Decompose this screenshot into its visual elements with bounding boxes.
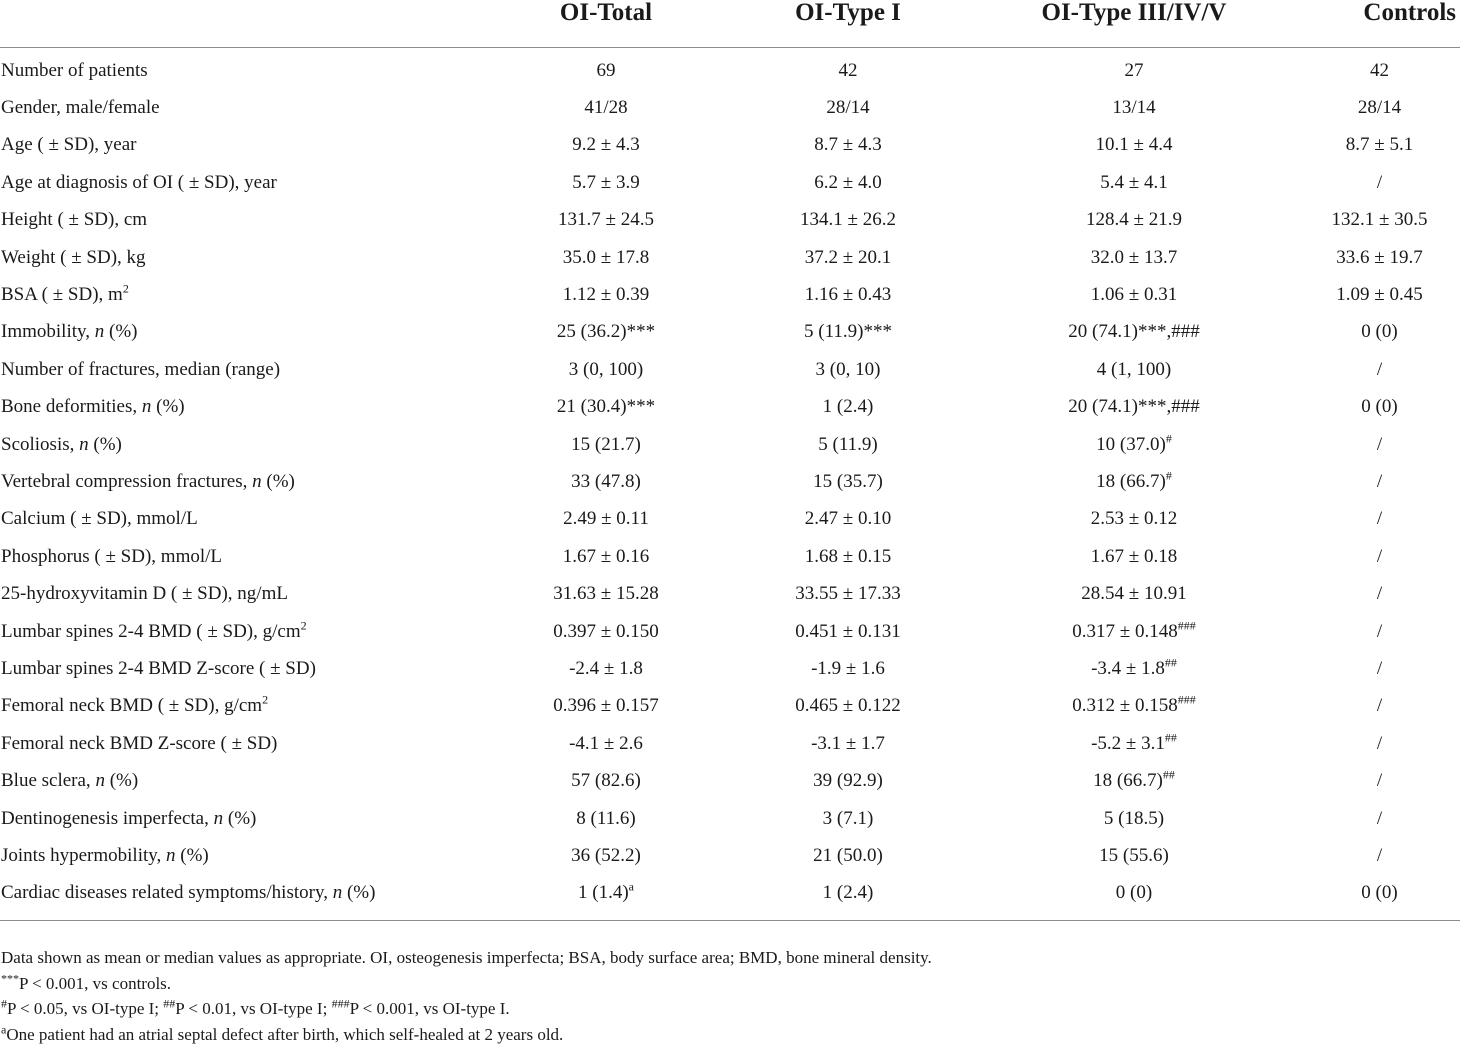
cell-oi-type-1: 5 (11.9) [727,426,969,463]
row-label: Vertebral compression fractures, n (%) [0,463,485,500]
cell-oi-type-3-4-5: -5.2 ± 3.1## [969,725,1299,762]
cell-oi-total: 57 (82.6) [485,762,727,799]
cell-oi-type-1: 2.47 ± 0.10 [727,501,969,538]
row-label: Blue sclera, n (%) [0,762,485,799]
cell-oi-type-1: 37.2 ± 20.1 [727,239,969,276]
cell-controls: 8.7 ± 5.1 [1299,127,1460,164]
cell-oi-type-3-4-5: 0.312 ± 0.158### [969,688,1299,725]
table-row [0,426,1460,463]
cell-oi-type-3-4-5: 5 (18.5) [969,800,1299,837]
cell-oi-total: 1.12 ± 0.39 [485,276,727,313]
cell-oi-type-1: 42 [727,48,969,90]
row-label: Immobility, n (%) [0,314,485,351]
cell-oi-type-3-4-5: 1.06 ± 0.31 [969,276,1299,313]
cell-controls: 0 (0) [1299,875,1460,921]
cell-oi-total: 0.397 ± 0.150 [485,613,727,650]
cell-oi-type-1: 5 (11.9)*** [727,314,969,351]
table-row [0,351,1460,388]
row-label: Femoral neck BMD ( ± SD), $g/cm^2$ [0,688,485,725]
cell-oi-type-1: 0.465 ± 0.122 [727,688,969,725]
cell-controls: / [1299,725,1460,762]
cell-oi-total: 8 (11.6) [485,800,727,837]
cell-controls: 0 (0) [1299,389,1460,426]
table-row [0,688,1460,725]
row-label: BSA ( ± SD), $m^2$ [0,276,485,313]
table-row [0,48,1460,90]
table-row [0,389,1460,426]
cell-oi-total: -2.4 ± 1.8 [485,650,727,687]
cell-oi-type-1: 1.16 ± 0.43 [727,276,969,313]
header-oi-type-1: OI-Type I [727,0,969,48]
cell-oi-total: 33 (47.8) [485,463,727,500]
row-label: Weight ( ± SD), kg [0,239,485,276]
cell-oi-type-3-4-5: 0.317 ± 0.148### [969,613,1299,650]
cell-oi-total: 69 [485,48,727,90]
cell-oi-type-1: 28/14 [727,89,969,126]
cell-oi-total: 21 (30.4)*** [485,389,727,426]
table-row [0,276,1460,313]
cell-oi-type-3-4-5: 5.4 ± 4.1 [969,164,1299,201]
table-body [0,48,1460,921]
table-row [0,800,1460,837]
cell-oi-total: 131.7 ± 24.5 [485,202,727,239]
table-footnotes [1,945,1451,1047]
cell-controls: / [1299,762,1460,799]
cell-oi-total: 36 (52.2) [485,837,727,874]
cell-oi-total: 25 (36.2)*** [485,314,727,351]
cell-controls: / [1299,351,1460,388]
cell-oi-total: 0.396 ± 0.157 [485,688,727,725]
cell-oi-type-1: 33.55 ± 17.33 [727,575,969,612]
row-label: Cardiac diseases related symptoms/history, n (%) [0,875,485,921]
cell-oi-type-1: 3 (0, 10) [727,351,969,388]
cell-oi-type-3-4-5: 0 (0) [969,875,1299,921]
cell-oi-type-3-4-5: -3.4 ± 1.8## [969,650,1299,687]
row-label: Femoral neck BMD Z-score ( ± SD) [0,725,485,762]
cell-controls: 33.6 ± 19.7 [1299,239,1460,276]
cell-oi-type-1: 1 (2.4) [727,389,969,426]
cell-controls: / [1299,501,1460,538]
cell-controls: / [1299,426,1460,463]
cell-oi-type-1: 1 (2.4) [727,875,969,921]
cell-oi-type-3-4-5: 13/14 [969,89,1299,126]
table-row [0,762,1460,799]
cell-oi-type-1: 1.68 ± 0.15 [727,538,969,575]
cell-oi-total: -4.1 ± 2.6 [485,725,727,762]
table-row [0,613,1460,650]
table-row [0,463,1460,500]
cell-oi-total: 1.67 ± 0.16 [485,538,727,575]
cell-controls: / [1299,538,1460,575]
cell-oi-total: 3 (0, 100) [485,351,727,388]
header-controls: Controls [1299,0,1460,48]
row-label: Age at diagnosis of OI ( ± SD), year [0,164,485,201]
header-oi-type-3-4-5: OI-Type III/IV/V [969,0,1299,48]
table-row [0,725,1460,762]
table-row [0,239,1460,276]
footnote-cardiac: $^a$One patient had an atrial septal defect after birth, which self-healed at 2 years old. [1,1022,1451,1047]
cell-controls: / [1299,837,1460,874]
cell-controls: / [1299,463,1460,500]
cell-controls: 132.1 ± 30.5 [1299,202,1460,239]
cell-oi-total: 35.0 ± 17.8 [485,239,727,276]
cell-oi-total: 41/28 [485,89,727,126]
cell-oi-type-1: -3.1 ± 1.7 [727,725,969,762]
cell-oi-type-3-4-5: 27 [969,48,1299,90]
row-label: Scoliosis, n (%) [0,426,485,463]
table-row [0,538,1460,575]
cell-oi-type-3-4-5: 18 (66.7)# [969,463,1299,500]
cell-controls: 28/14 [1299,89,1460,126]
cell-oi-total: 31.63 ± 15.28 [485,575,727,612]
table-row [0,202,1460,239]
table-row [0,875,1460,921]
cell-oi-type-1: 0.451 ± 0.131 [727,613,969,650]
table-row [0,314,1460,351]
row-label: Phosphorus ( ± SD), mmol/L [0,538,485,575]
cell-oi-total: 15 (21.7) [485,426,727,463]
cell-oi-type-3-4-5: 20 (74.1)***,### [969,389,1299,426]
cell-oi-type-1: 6.2 ± 4.0 [727,164,969,201]
footnote-abbreviations: Data shown as mean or median values as appropriate. OI, osteogenesis imperfecta; BSA, body surface area; BMD, bone mineral density. [1,945,1451,971]
cell-controls: 42 [1299,48,1460,90]
cell-oi-total: 1 $(1.4)^a$ [485,875,727,921]
cell-oi-type-3-4-5: 32.0 ± 13.7 [969,239,1299,276]
cell-oi-type-3-4-5: 18 (66.7)## [969,762,1299,799]
cell-controls: / [1299,688,1460,725]
table-row [0,575,1460,612]
row-label: Gender, male/female [0,89,485,126]
cell-controls: / [1299,575,1460,612]
cell-oi-type-1: 3 (7.1) [727,800,969,837]
cell-controls: / [1299,800,1460,837]
row-label: Number of fractures, median (range) [0,351,485,388]
row-label: Number of patients [0,48,485,90]
row-label: Calcium ( ± SD), mmol/L [0,501,485,538]
cell-oi-type-1: -1.9 ± 1.6 [727,650,969,687]
cell-oi-type-1: 15 (35.7) [727,463,969,500]
cell-oi-type-1: 21 (50.0) [727,837,969,874]
cell-oi-type-3-4-5: 10.1 ± 4.4 [969,127,1299,164]
cell-controls: 1.09 ± 0.45 [1299,276,1460,313]
row-label: Lumbar spines 2-4 BMD Z-score ( ± SD) [0,650,485,687]
cell-oi-type-3-4-5: 2.53 ± 0.12 [969,501,1299,538]
row-label: Joints hypermobility, n (%) [0,837,485,874]
cell-oi-type-3-4-5: 10 (37.0)# [969,426,1299,463]
cell-oi-type-3-4-5: 15 (55.6) [969,837,1299,874]
header-label-column [0,0,485,48]
row-label: Height ( ± SD), cm [0,202,485,239]
cell-controls: 0 (0) [1299,314,1460,351]
table-row [0,501,1460,538]
row-label: Bone deformities, n (%) [0,389,485,426]
cell-controls: / [1299,613,1460,650]
cell-oi-type-3-4-5: 28.54 ± 10.91 [969,575,1299,612]
row-label: Dentinogenesis imperfecta, n (%) [0,800,485,837]
footnote-vs-controls: ***P < 0.001, vs controls. [1,971,1451,997]
row-label: Age ( ± SD), year [0,127,485,164]
cell-oi-type-1: 39 (92.9) [727,762,969,799]
table-row [0,837,1460,874]
cell-oi-type-3-4-5: 1.67 ± 0.18 [969,538,1299,575]
row-label: Lumbar spines 2-4 BMD ( ± SD), $g/cm^2$ [0,613,485,650]
cell-oi-total: 5.7 ± 3.9 [485,164,727,201]
cell-oi-type-3-4-5: 20 (74.1)***,### [969,314,1299,351]
cell-oi-type-3-4-5: 128.4 ± 21.9 [969,202,1299,239]
cell-oi-type-1: 134.1 ± 26.2 [727,202,969,239]
header-oi-total: OI-Total [485,0,727,48]
cell-oi-type-1: 8.7 ± 4.3 [727,127,969,164]
table-row [0,89,1460,126]
cell-controls: / [1299,650,1460,687]
cell-oi-type-3-4-5: 4 (1, 100) [969,351,1299,388]
cell-controls: / [1299,164,1460,201]
table-row [0,650,1460,687]
footnote-vs-oi-type-1: #P < 0.05, vs OI-type I; ##P < 0.01, vs OI-type I; ###P < 0.001, vs OI-type I. [1,996,1451,1022]
table-row [0,164,1460,201]
cell-oi-total: 9.2 ± 4.3 [485,127,727,164]
row-label: 25-hydroxyvitamin D ( ± SD), ng/mL [0,575,485,612]
cell-oi-total: 2.49 ± 0.11 [485,501,727,538]
table-header-row [0,0,1460,48]
table-row [0,127,1460,164]
